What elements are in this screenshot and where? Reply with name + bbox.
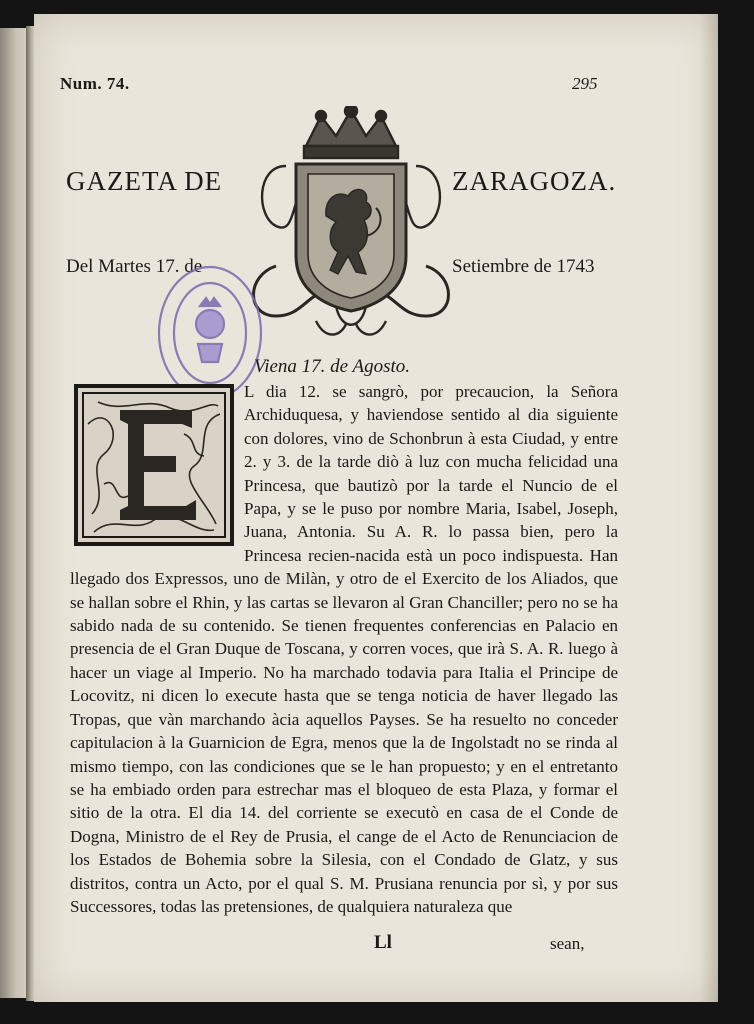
- coat-of-arms-icon: [246, 106, 456, 346]
- issue-date-right: Setiembre de 1743: [452, 256, 595, 277]
- signature-mark: Ll: [374, 932, 392, 953]
- article-body-text: L dia 12. se sangrò, por precaucion, la Señora Archiduquesa, y haviendose sentido al dia siguiente con dolores, vino de Schonbrun à esta Ciudad, y entre 2. y 3. de la tarde diò à luz con mucha felicidad una Princesa, que bautizò por la tarde el Nuncio de el Papa, y se le puso por nombre Maria, Isabel, Joseph, Juana, Antonia. Su A. R. lo passa bien, pero la Princesa recien-nacida està un poco indispuesta. Han llegado dos Expressos, uno de Milàn, y otro de el Exercito de los Aliados, que se hallan sobre el Rhin, y las cartas se llevaron al Gran Chanciller; pero no se ha sabido nada de su contenido. Se tienen frequentes conferencias en Palacio en presencia de el Gran Duque de Toscana, y corren voces, que irà S. A. R. luego à hacer un viage al Imperio. No ha marchado todavia para Italia el Principe de Locovitz, ni dicen lo execute hasta que se tenga noticia de haver llegado las Tropas, que vàn marchando àcia aquellos Payses. Se ha resuelto no conceder capitulacion à la Guarnicion de Egra, menos que la de Ingolstadt no se rinda al mismo tiempo, con las condiciones que se le han propuesto; y en el entretanto se ha embiado orden para estrechar mas el bloqueo de esta Plaza, y formar el sitio de la otra. El dia 14. del corriente se executò en casa de el Conde de Dogna, Ministro de el Rey de Prusia, el cange de el Acto de Renunciacion de los Estados de Bohemia sobre la Silesia, con el Condado de Glatz, y sus distritos, contra un Acto, por el qual S. M. Prusiana renuncia por sì, y por sus Successores, todas las pretensiones, de qualquiera naturaleza que: [70, 382, 618, 916]
- catchword: sean,: [550, 934, 585, 953]
- article-body-container: [70, 380, 618, 918]
- issue-number: Num. 74.: [60, 74, 130, 93]
- gazette-page: [34, 14, 718, 1002]
- page-edge-shadow: [700, 14, 718, 1002]
- issue-date-left: Del Martes 17. de: [66, 256, 203, 277]
- masthead-title-left: GAZETA DE: [66, 166, 223, 196]
- article-dateline: Viena 17. de Agosto.: [254, 356, 411, 377]
- dropcap-spacer: [70, 382, 244, 544]
- page-number: 295: [572, 74, 598, 93]
- masthead-title-right: ZARAGOZA.: [452, 166, 617, 196]
